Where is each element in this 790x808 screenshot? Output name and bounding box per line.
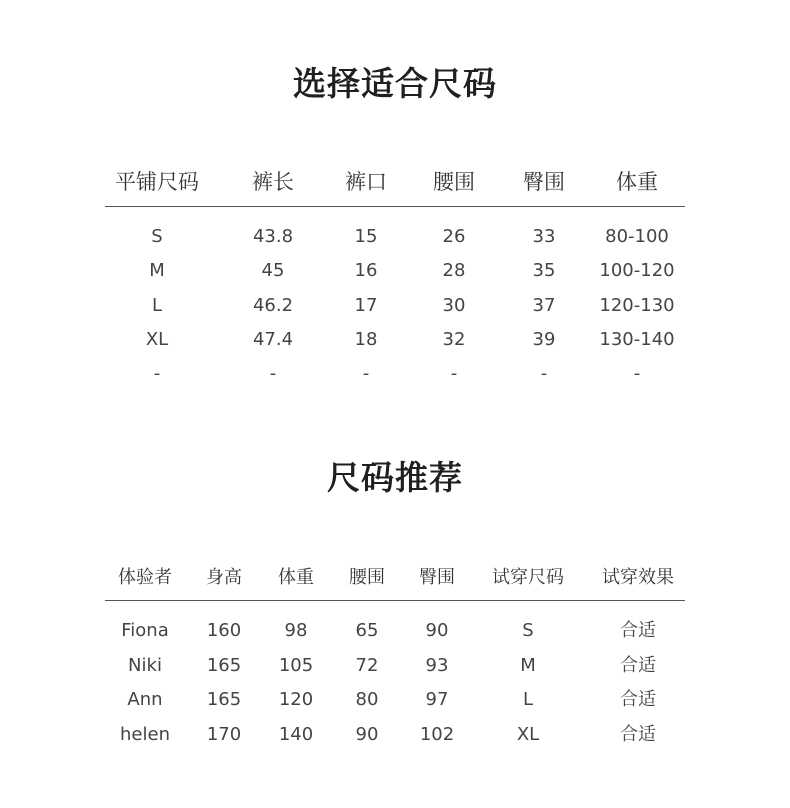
recommendation-title: 尺码推荐 <box>327 458 463 497</box>
table-cell: 47.4 <box>252 329 294 350</box>
table-cell: 105 <box>278 655 314 676</box>
header-cell: 平铺尺码 <box>115 170 199 194</box>
table-cell: 37 <box>532 295 556 316</box>
table-cell: 15 <box>354 226 378 247</box>
header-cell: 臀围 <box>523 170 565 194</box>
table-cell: 合适 <box>620 724 656 745</box>
table-row <box>105 291 685 321</box>
table-cell: 17 <box>354 295 378 316</box>
recommendation-table <box>105 562 685 762</box>
table-cell: - <box>450 363 458 384</box>
table-cell: 65 <box>355 620 379 641</box>
table-cell: 16 <box>354 260 378 281</box>
size-chart-header-row <box>105 167 685 197</box>
table-cell: M <box>149 260 165 281</box>
table-cell: S <box>522 620 534 641</box>
table-cell: 合适 <box>620 655 656 676</box>
table-cell: 165 <box>206 689 242 710</box>
table-cell: 80-100 <box>605 226 669 247</box>
recommendation-header-row <box>105 563 685 593</box>
table-cell: 28 <box>442 260 466 281</box>
table-row <box>105 720 685 750</box>
header-cell: 腰围 <box>433 170 475 194</box>
table-cell: L <box>151 295 163 316</box>
table-cell: 39 <box>532 329 556 350</box>
table-cell: 170 <box>206 724 242 745</box>
table-cell: 46.2 <box>252 295 294 316</box>
table-cell: 120 <box>278 689 314 710</box>
table-cell: - <box>362 363 370 384</box>
table-row <box>105 256 685 286</box>
table-cell: - <box>540 363 548 384</box>
table-row <box>105 685 685 715</box>
table-cell: 140 <box>278 724 314 745</box>
table-cell: 100-120 <box>599 260 675 281</box>
table-cell: 26 <box>442 226 466 247</box>
header-divider <box>105 206 685 207</box>
table-cell: 72 <box>355 655 379 676</box>
table-cell: 90 <box>355 724 379 745</box>
header-cell: 体验者 <box>118 567 172 588</box>
table-cell: 98 <box>284 620 308 641</box>
table-row <box>105 359 685 389</box>
table-row <box>105 616 685 646</box>
table-cell: 32 <box>442 329 466 350</box>
table-row <box>105 651 685 681</box>
table-cell: Niki <box>128 655 162 676</box>
table-cell: Fiona <box>121 620 169 641</box>
header-cell: 裤长 <box>252 170 294 194</box>
table-row <box>105 325 685 355</box>
header-cell: 试穿效果 <box>602 567 674 588</box>
table-cell: 93 <box>425 655 449 676</box>
size-chart-table <box>105 165 685 395</box>
table-cell: - <box>633 363 641 384</box>
table-cell: 43.8 <box>252 226 294 247</box>
table-cell: 160 <box>206 620 242 641</box>
table-cell: - <box>269 363 277 384</box>
table-cell: 35 <box>532 260 556 281</box>
table-cell: 45 <box>261 260 285 281</box>
table-cell: 33 <box>532 226 556 247</box>
table-cell: 80 <box>355 689 379 710</box>
table-cell: helen <box>120 724 170 745</box>
table-cell: 130-140 <box>599 329 675 350</box>
header-cell: 体重 <box>278 567 314 588</box>
table-row <box>105 222 685 252</box>
table-cell: 165 <box>206 655 242 676</box>
table-cell: M <box>520 655 536 676</box>
table-cell: 合适 <box>620 620 656 641</box>
table-cell: Ann <box>127 689 163 710</box>
table-cell: XL <box>145 329 169 350</box>
table-cell: 120-130 <box>599 295 675 316</box>
table-cell: 30 <box>442 295 466 316</box>
header-cell: 体重 <box>616 170 658 194</box>
header-cell: 裤口 <box>345 170 387 194</box>
header-cell: 腰围 <box>349 567 385 588</box>
header-cell: 身高 <box>206 567 242 588</box>
table-cell: S <box>151 226 163 247</box>
table-cell: 合适 <box>620 689 656 710</box>
table-cell: 18 <box>354 329 378 350</box>
table-cell: XL <box>516 724 540 745</box>
table-cell: L <box>522 689 534 710</box>
header-cell: 臀围 <box>419 567 455 588</box>
table-cell: 102 <box>419 724 455 745</box>
header-divider <box>105 600 685 601</box>
header-cell: 试穿尺码 <box>492 567 564 588</box>
table-cell: 97 <box>425 689 449 710</box>
table-cell: - <box>153 363 161 384</box>
size-chart-title: 选择适合尺码 <box>293 64 497 103</box>
table-cell: 90 <box>425 620 449 641</box>
